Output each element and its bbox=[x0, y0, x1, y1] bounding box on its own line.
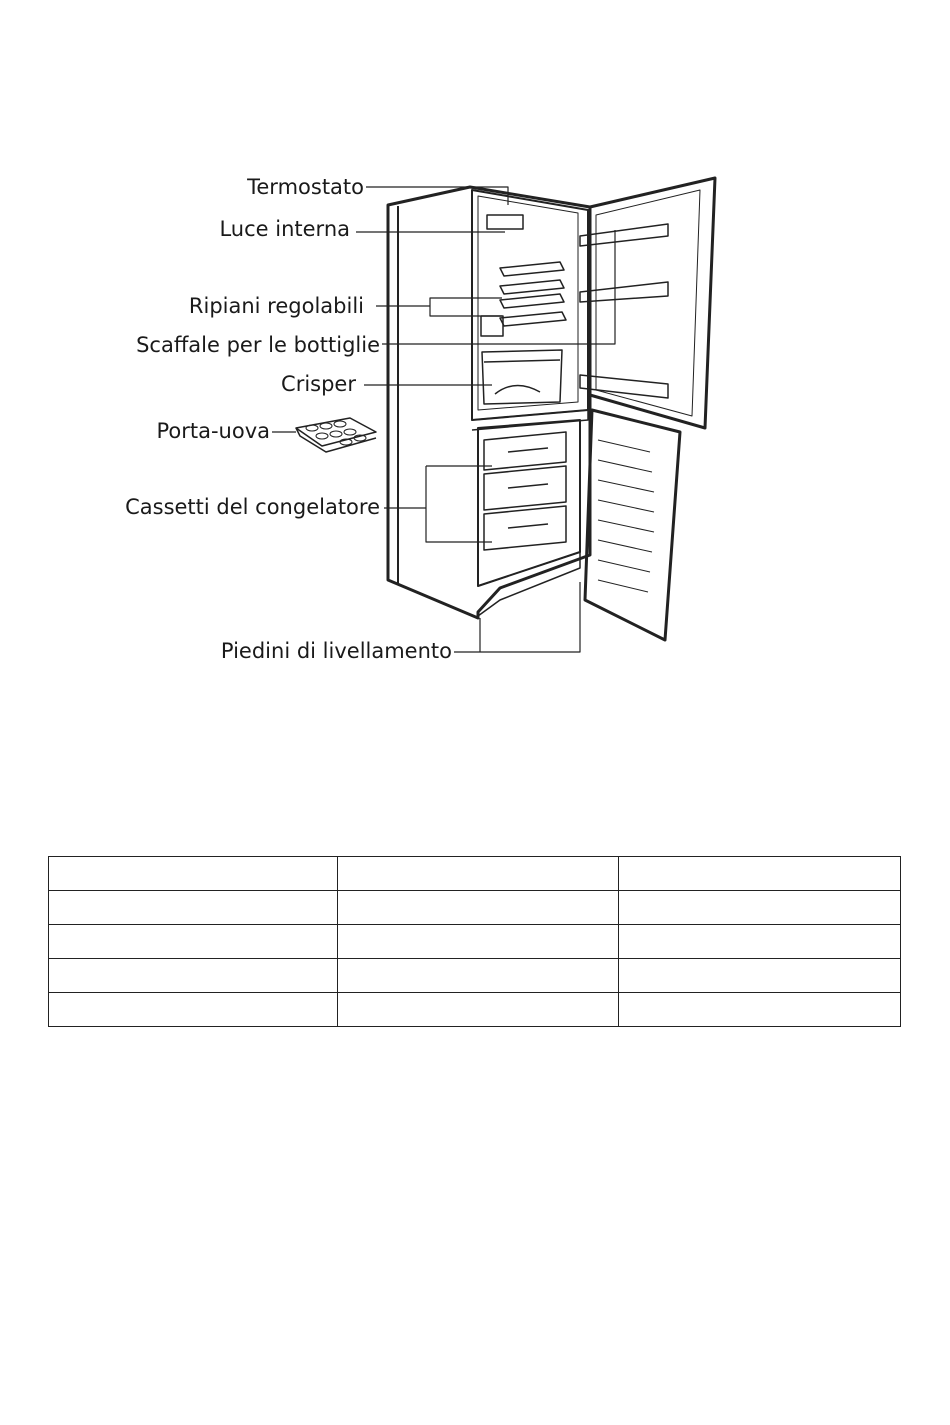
cabinet-plinth bbox=[478, 552, 580, 616]
door-rack bbox=[580, 224, 668, 246]
freezer-door bbox=[585, 410, 680, 640]
table-row bbox=[49, 891, 901, 925]
door-rack bbox=[580, 282, 668, 302]
interior-light-box bbox=[487, 215, 523, 229]
fridge-shelf bbox=[500, 312, 566, 326]
fridge-inner bbox=[478, 196, 578, 410]
label-crisper: Crisper bbox=[281, 372, 356, 396]
leader-lines bbox=[272, 187, 615, 652]
table-cell bbox=[49, 959, 338, 993]
table-cell bbox=[619, 857, 901, 891]
table-cell bbox=[49, 925, 338, 959]
table-cell bbox=[338, 857, 619, 891]
crisper-handle bbox=[495, 385, 540, 394]
crisper-drawer bbox=[482, 350, 562, 404]
freezer-opening bbox=[478, 420, 580, 586]
fridge-shelf bbox=[500, 262, 564, 276]
label-scaffale-bottiglie: Scaffale per le bottiglie bbox=[136, 333, 380, 357]
table-cell bbox=[338, 959, 619, 993]
drawer-handle bbox=[508, 448, 548, 528]
table-row bbox=[49, 959, 901, 993]
freezer-drawer bbox=[484, 506, 566, 550]
table-cell bbox=[619, 925, 901, 959]
table-cell bbox=[49, 857, 338, 891]
label-porta-uova: Porta-uova bbox=[156, 419, 270, 443]
parts-table bbox=[48, 856, 901, 1027]
table-cell bbox=[338, 891, 619, 925]
label-termostato: Termostato bbox=[247, 175, 364, 199]
table-cell bbox=[619, 959, 901, 993]
label-ripiani-regolabili: Ripiani regolabili bbox=[188, 294, 364, 318]
table-cell bbox=[49, 993, 338, 1027]
table-row bbox=[49, 993, 901, 1027]
table-cell bbox=[619, 891, 901, 925]
table-cell bbox=[338, 993, 619, 1027]
parts-table-body bbox=[49, 857, 901, 1027]
table-cell bbox=[619, 993, 901, 1027]
label-luce-interna: Luce interna bbox=[219, 217, 350, 241]
label-cassetti-congelatore: Cassetti del congelatore bbox=[125, 495, 380, 519]
fridge-shelf bbox=[500, 280, 564, 294]
leader-scaffale bbox=[382, 230, 615, 344]
leader-cassetti bbox=[384, 466, 492, 542]
freezer-drawer bbox=[484, 466, 566, 510]
table-row bbox=[49, 857, 901, 891]
fridge-diagram bbox=[0, 0, 950, 700]
leader-ripiani bbox=[376, 298, 502, 316]
table-cell bbox=[338, 925, 619, 959]
fridge-shelf bbox=[500, 294, 564, 308]
table-cell bbox=[49, 891, 338, 925]
table-row bbox=[49, 925, 901, 959]
freezer-door-ribs bbox=[598, 440, 654, 592]
label-piedini-livellamento: Piedini di livellamento bbox=[220, 639, 452, 663]
egg-tray bbox=[296, 418, 376, 452]
